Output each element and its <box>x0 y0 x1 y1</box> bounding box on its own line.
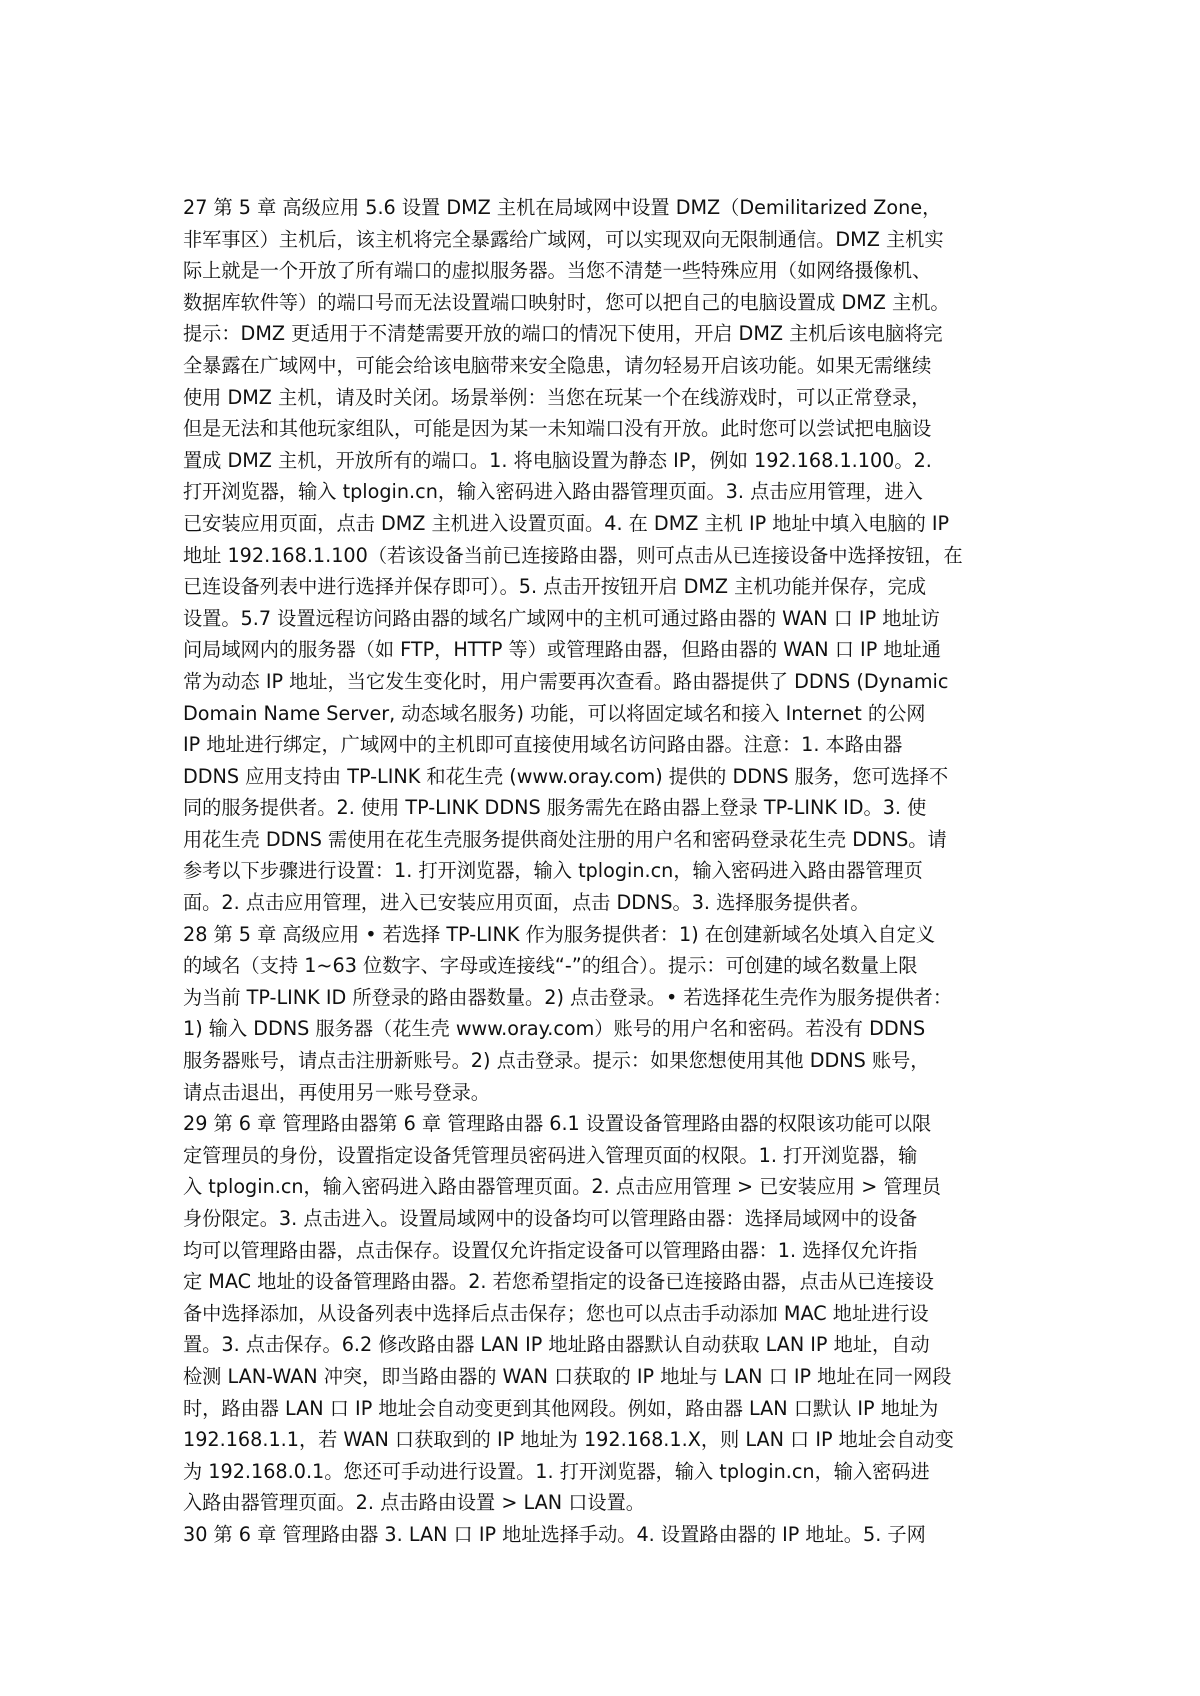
text-line: 非军事区）主机后，该主机将完全暴露给广域网，可以实现双向无限制通信。DMZ 主机实 <box>183 227 944 251</box>
text-line: 请点击退出，再使用另一账号登录。 <box>183 1080 490 1104</box>
text-line: 入路由器管理页面。2. 点击路由设置 > LAN 口设置。 <box>183 1491 645 1515</box>
text-line: 为当前 TP-LINK ID 所登录的路由器数量。2) 点击登录。• 若选择花生壳作为服务提供者： <box>183 985 953 1009</box>
text-line: 打开浏览器，输入 tplogin.cn，输入密码进入路由器管理页面。3. 点击应用管理，进入 <box>183 480 923 504</box>
text-line: DDNS 应用支持由 TP-LINK 和花生壳 (www.oray.com) 提供的 DDNS 服务，您可选择不 <box>183 764 949 788</box>
text-line: 参考以下步骤进行设置：1. 打开浏览器，输入 tplogin.cn，输入密码进入路由器管理页 <box>183 859 923 883</box>
text-line: 地址 192.168.1.100（若该设备当前已连接路由器，则可点击从已连接设备中选择按钮，在 <box>183 543 963 567</box>
text-line: 置成 DMZ 主机，开放所有的端口。1. 将电脑设置为静态 IP，例如 192.168.1.100。2. <box>183 448 932 472</box>
text-line: 28 第 5 章 高级应用 • 若选择 TP-LINK 作为服务提供者：1) 在创建新域名处填入自定义 <box>183 922 936 946</box>
text-line: 的域名（支持 1~63 位数字、字母或连接线“-”的组合）。提示：可创建的域名数量上限 <box>183 954 918 978</box>
text-line: 际上就是一个开放了所有端口的虚拟服务器。当您不清楚一些特殊应用（如网络摄像机、 <box>183 259 932 283</box>
text-line: 为 192.168.0.1。您还可手动进行设置。1. 打开浏览器，输入 tplogin.cn，输入密码进 <box>183 1459 930 1483</box>
text-line: 服务器账号，请点击注册新账号。2) 点击登录。提示：如果您想使用其他 DDNS 账号， <box>183 1049 930 1073</box>
text-line: 均可以管理路由器，点击保存。设置仅允许指定设备可以管理路由器：1. 选择仅允许指 <box>183 1238 918 1262</box>
text-line: 1) 输入 DDNS 服务器（花生壳 www.oray.com）账号的用户名和密码。若没有 DDNS <box>183 1017 926 1041</box>
text-line: 全暴露在广域网中，可能会给该电脑带来安全隐患，请勿轻易开启该功能。如果无需继续 <box>183 353 932 377</box>
text-line: 用花生壳 DDNS 需使用在花生壳服务提供商处注册的用户名和密码登录花生壳 DDNS。请 <box>183 827 947 851</box>
text-line: 身份限定。3. 点击进入。设置局域网中的设备均可以管理路由器：选择局域网中的设备 <box>183 1207 918 1230</box>
text-line: 提示：DMZ 更适用于不清楚需要开放的端口的情况下使用，开启 DMZ 主机后该电脑将完 <box>183 322 943 346</box>
text-line: 常为动态 IP 地址，当它发生变化时，用户需要再次查看。路由器提供了 DDNS (Dynamic <box>183 669 949 693</box>
text-line: 置。3. 点击保存。6.2 修改路由器 LAN IP 地址路由器默认自动获取 LAN IP 地址，自动 <box>183 1333 930 1357</box>
text-line: 已连设备列表中进行选择并保存即可）。5. 点击开按钮开启 DMZ 主机功能并保存，完成 <box>183 575 927 599</box>
text-line: 面。2. 点击应用管理，进入已安装应用页面，点击 DDNS。3. 选择服务提供者。 <box>183 891 870 915</box>
text-line: IP 地址进行绑定，广域网中的主机即可直接使用域名访问路由器。注意：1. 本路由器 <box>183 733 903 757</box>
text-line: 定 MAC 地址的设备管理路由器。2. 若您希望指定的设备已连接路由器，点击从已连接设 <box>183 1270 934 1294</box>
text-line: 使用 DMZ 主机，请及时关闭。场景举例：当您在玩某一个在线游戏时，可以正常登录， <box>183 385 931 409</box>
text-line: Domain Name Server, 动态域名服务) 功能，可以将固定域名和接入 Internet 的公网 <box>183 701 926 725</box>
text-line: 检测 LAN-WAN 冲突，即当路由器的 WAN 口获取的 IP 地址与 LAN 口 IP 地址在同一网段 <box>183 1364 952 1388</box>
text-line: 192.168.1.1，若 WAN 口获取到的 IP 地址为 192.168.1.X，则 LAN 口 IP 地址会自动变 <box>183 1428 954 1452</box>
text-line: 定管理员的身份，设置指定设备凭管理员密码进入管理页面的权限。1. 打开浏览器，输 <box>183 1143 918 1167</box>
text-line: 30 第 6 章 管理路由器 3. LAN 口 IP 地址选择手动。4. 设置路由器的 IP 地址。5. 子网 <box>183 1522 926 1546</box>
text-line: 设置。5.7 设置远程访问路由器的域名广域网中的主机可通过路由器的 WAN 口 IP 地址访 <box>183 606 940 630</box>
text-line: 29 第 6 章 管理路由器第 6 章 管理路由器 6.1 设置设备管理路由器的权限该功能可以限 <box>183 1112 932 1136</box>
document-body <box>183 192 1023 1551</box>
text-line: 入 tplogin.cn，输入密码进入路由器管理页面。2. 点击应用管理 > 已安装应用 > 管理员 <box>183 1175 941 1199</box>
text-line: 27 第 5 章 高级应用 5.6 设置 DMZ 主机在局域网中设置 DMZ（Demilitarized Zone， <box>183 196 942 219</box>
text-line: 时，路由器 LAN 口 IP 地址会自动变更到其他网段。例如，路由器 LAN 口默认 IP 地址为 <box>183 1396 939 1420</box>
text-line: 问局域网内的服务器（如 FTP，HTTP 等）或管理路由器，但路由器的 WAN 口 IP 地址通 <box>183 638 941 662</box>
text-line: 但是无法和其他玩家组队，可能是因为某一未知端口没有开放。此时您可以尝试把电脑设 <box>183 417 932 441</box>
text-line: 已安装应用页面，点击 DMZ 主机进入设置页面。4. 在 DMZ 主机 IP 地址中填入电脑的 IP <box>183 511 950 535</box>
text-line: 数据库软件等）的端口号而无法设置端口映射时，您可以把自己的电脑设置成 DMZ 主机。 <box>183 290 950 314</box>
text-line: 同的服务提供者。2. 使用 TP-LINK DDNS 服务需先在路由器上登录 TP-LINK ID。3. 使 <box>183 796 927 820</box>
text-line: 备中选择添加，从设备列表中选择后点击保存；您也可以点击手动添加 MAC 地址进行设 <box>183 1301 929 1325</box>
